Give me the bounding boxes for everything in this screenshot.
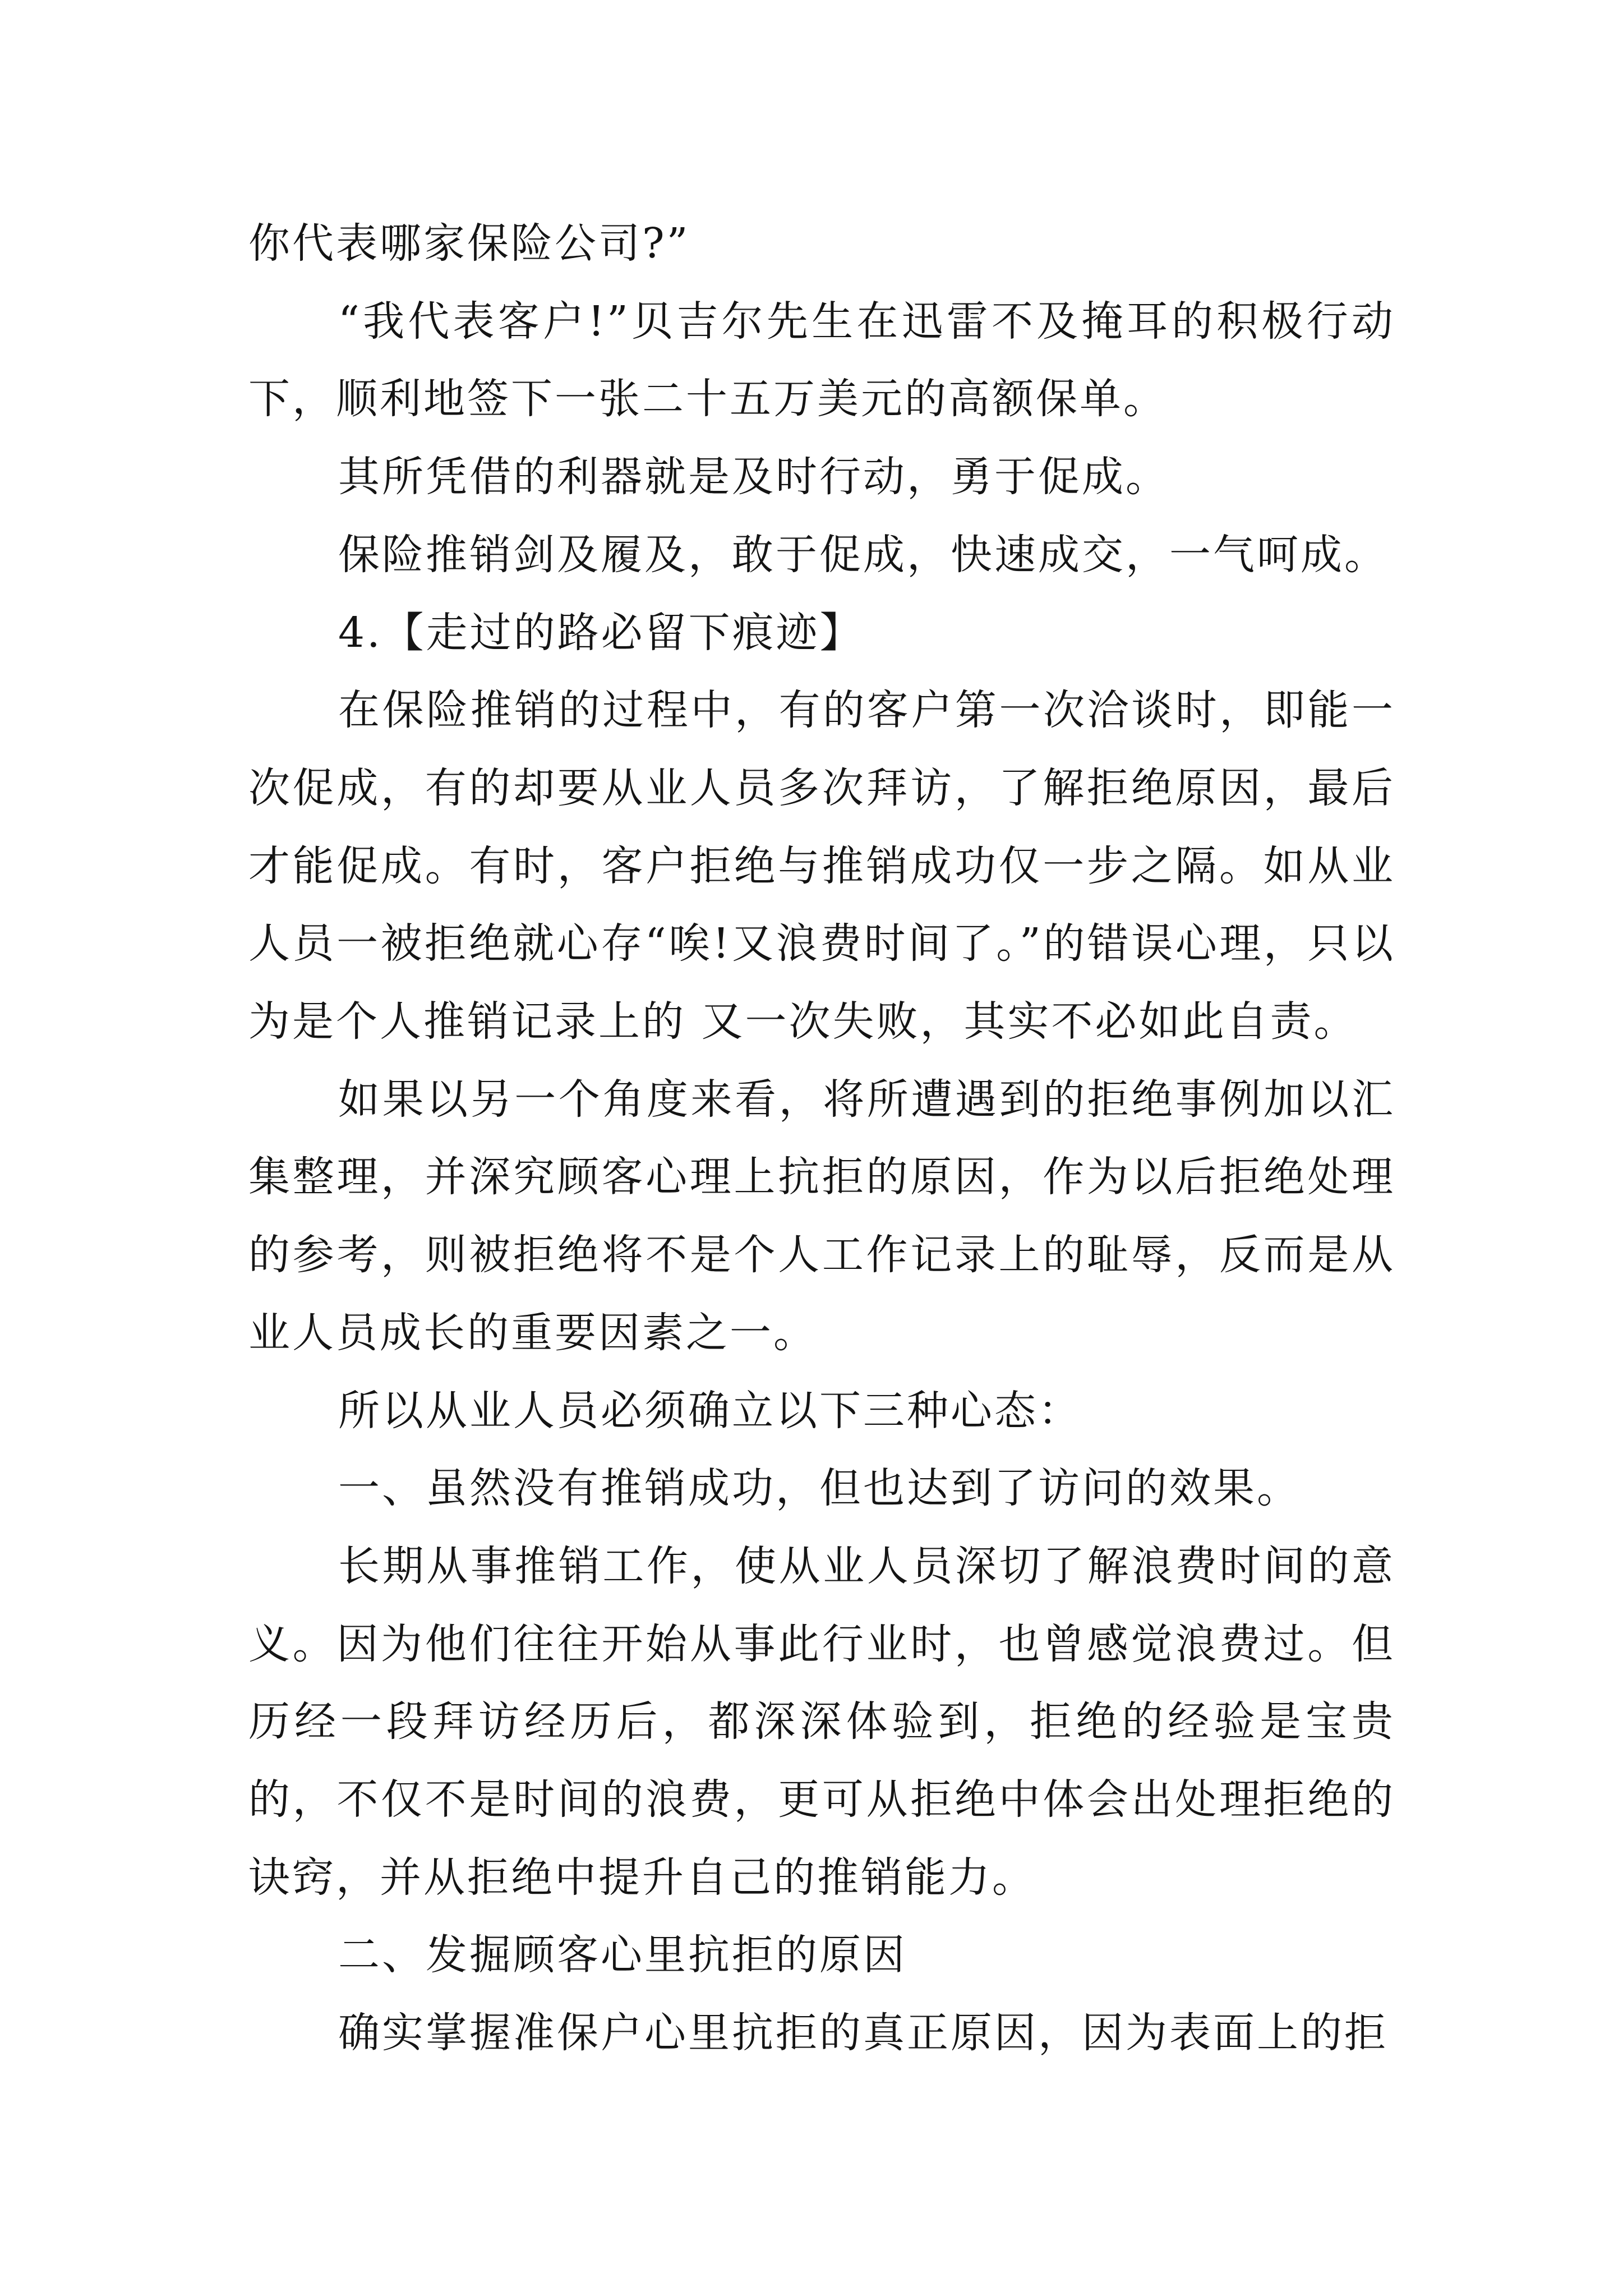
paragraph-1: 你代表哪家保险公司?”: [248, 219, 690, 268]
list-item-1: 一、虽然没有推销成功，但也达到了访问的效果。: [338, 1464, 1301, 1513]
paragraph-4: 保险推销剑及履及，敢于促成，快速成交，一气呵成。: [338, 530, 1388, 579]
paragraph-7: 如果以另一个角度来看，将所遭遇到的拒绝事例加以汇集整理，并深究顾客心理上抗拒的原因，作为以后拒绝处理的参考，则被拒绝将不是个人工作记录上的耻辱，反而是从业人员成长的重要因素之一。: [248, 1075, 1395, 1357]
paragraph-10: 长期从事推销工作，使从业人员深切了解浪费时间的意义。因为他们往往开始从事此行业时，也曾感觉浪费过。但历经一段拜访经历后，都深深体验到，拒绝的经验是宝贵的，不仅不是时间的浪费，更可从拒绝中体会出处理拒绝的诀窍，并从拒绝中提升自己的推销能力。: [248, 1542, 1395, 1902]
paragraph-3: 其所凭借的利器就是及时行动，勇于促成。: [338, 453, 1169, 501]
section-heading-4: 4.【走过的路必留下痕迹】: [338, 608, 864, 657]
paragraph-2: “我代表客户!”贝吉尔先生在迅雷不及掩耳的积极行动下，顺利地签下一张二十五万美元的高额保单。: [248, 297, 1395, 424]
paragraph-8: 所以从业人员必须确立以下三种心态：: [338, 1386, 1082, 1435]
paragraph-6: 在保险推销的过程中，有的客户第一次洽谈时，即能一次促成，有的却要从业人员多次拜访，了解拒绝原因，最后才能促成。有时，客户拒绝与推销成功仅一步之隔。如从业人员一被拒绝就心存“唉!又浪费时间了。”的错误心理，只以为是个人推销记录上的 又一次失败，其实不必如此自责。: [248, 686, 1395, 1046]
document-body: [248, 205, 1395, 2072]
list-item-2: 二、发掘顾客心里抗拒的原因: [338, 1931, 907, 1980]
paragraph-12: 确实掌握准保户心里抗拒的真正原因，因为表面上的拒: [338, 2009, 1388, 2058]
